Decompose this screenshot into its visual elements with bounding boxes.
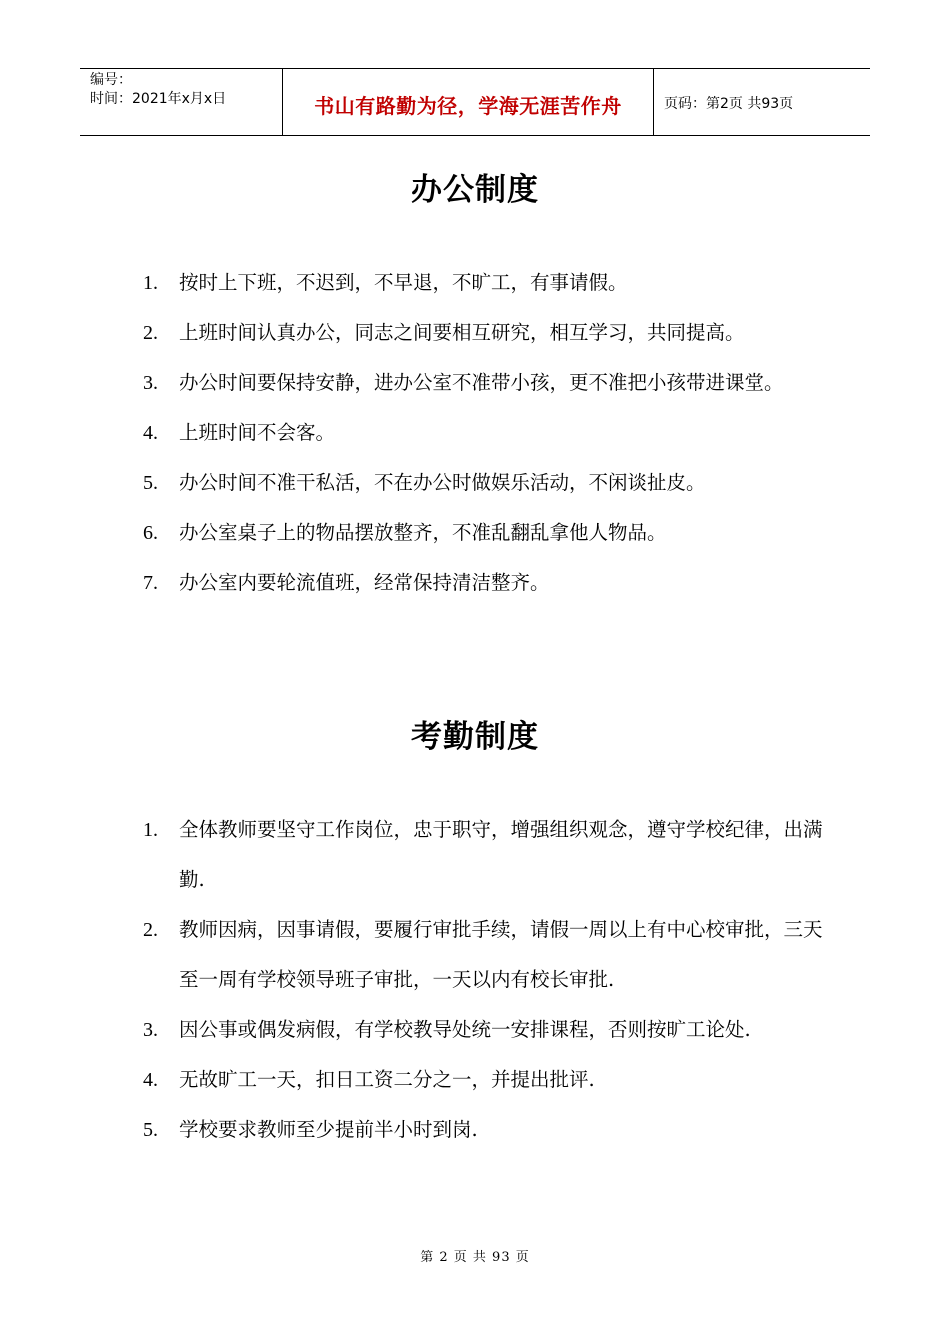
office-rules-list — [143, 258, 833, 608]
list-item: 1. 按时上下班，不迟到，不早退，不旷工，有事请假。 — [143, 271, 628, 294]
list-item: 6. 办公室桌子上的物品摆放整齐，不准乱翻乱拿他人物品。 — [143, 521, 667, 544]
section-title-attendance: 考勤制度 — [411, 719, 539, 755]
header-time-label: 时间：2021年x月x日 — [90, 91, 227, 107]
list-item: 5. 办公时间不准干私活，不在办公时做娱乐活动，不闲谈扯皮。 — [143, 471, 706, 494]
header-motto: 书山有路勤为径，学海无涯苦作舟 — [314, 93, 622, 118]
list-item: 7. 办公室内要轮流值班，经常保持清洁整齐。 — [143, 571, 550, 594]
header-table — [80, 68, 870, 136]
list-item: 4. 无故旷工一天，扣日工资二分之一，并提出批评. — [143, 1068, 595, 1091]
attendance-rules-list — [143, 805, 833, 1155]
header-meta-cell — [80, 69, 282, 135]
list-item: 4. 上班时间不会客。 — [143, 421, 336, 444]
header-page-cell — [654, 69, 870, 135]
list-item: 2. 教师因病，因事请假，要履行审批手续，请假一周以上有中心校审批，三天至一周有学校领导班子审批，一天以内有校长审批. — [143, 918, 823, 991]
list-item: 2. 上班时间认真办公，同志之间要相互研究，相互学习，共同提高。 — [143, 321, 745, 344]
header-page-info: 页码：第2页 共93页 — [664, 96, 794, 112]
list-item: 3. 办公时间要保持安静，进办公室不准带小孩，更不准把小孩带进课堂。 — [143, 371, 784, 394]
list-item: 3. 因公事或偶发病假，有学校教导处统一安排课程，否则按旷工论处. — [143, 1018, 751, 1041]
list-item: 1. 全体教师要坚守工作岗位，忠于职守，增强组织观念，遵守学校纪律，出满勤. — [143, 818, 823, 891]
header-number-label: 编号： — [90, 72, 132, 88]
list-item: 5. 学校要求教师至少提前半小时到岗. — [143, 1118, 478, 1141]
page-footer: 第 2 页 共 93 页 — [420, 1250, 530, 1265]
section-title-office: 办公制度 — [411, 172, 539, 208]
header-motto-cell — [282, 69, 654, 135]
